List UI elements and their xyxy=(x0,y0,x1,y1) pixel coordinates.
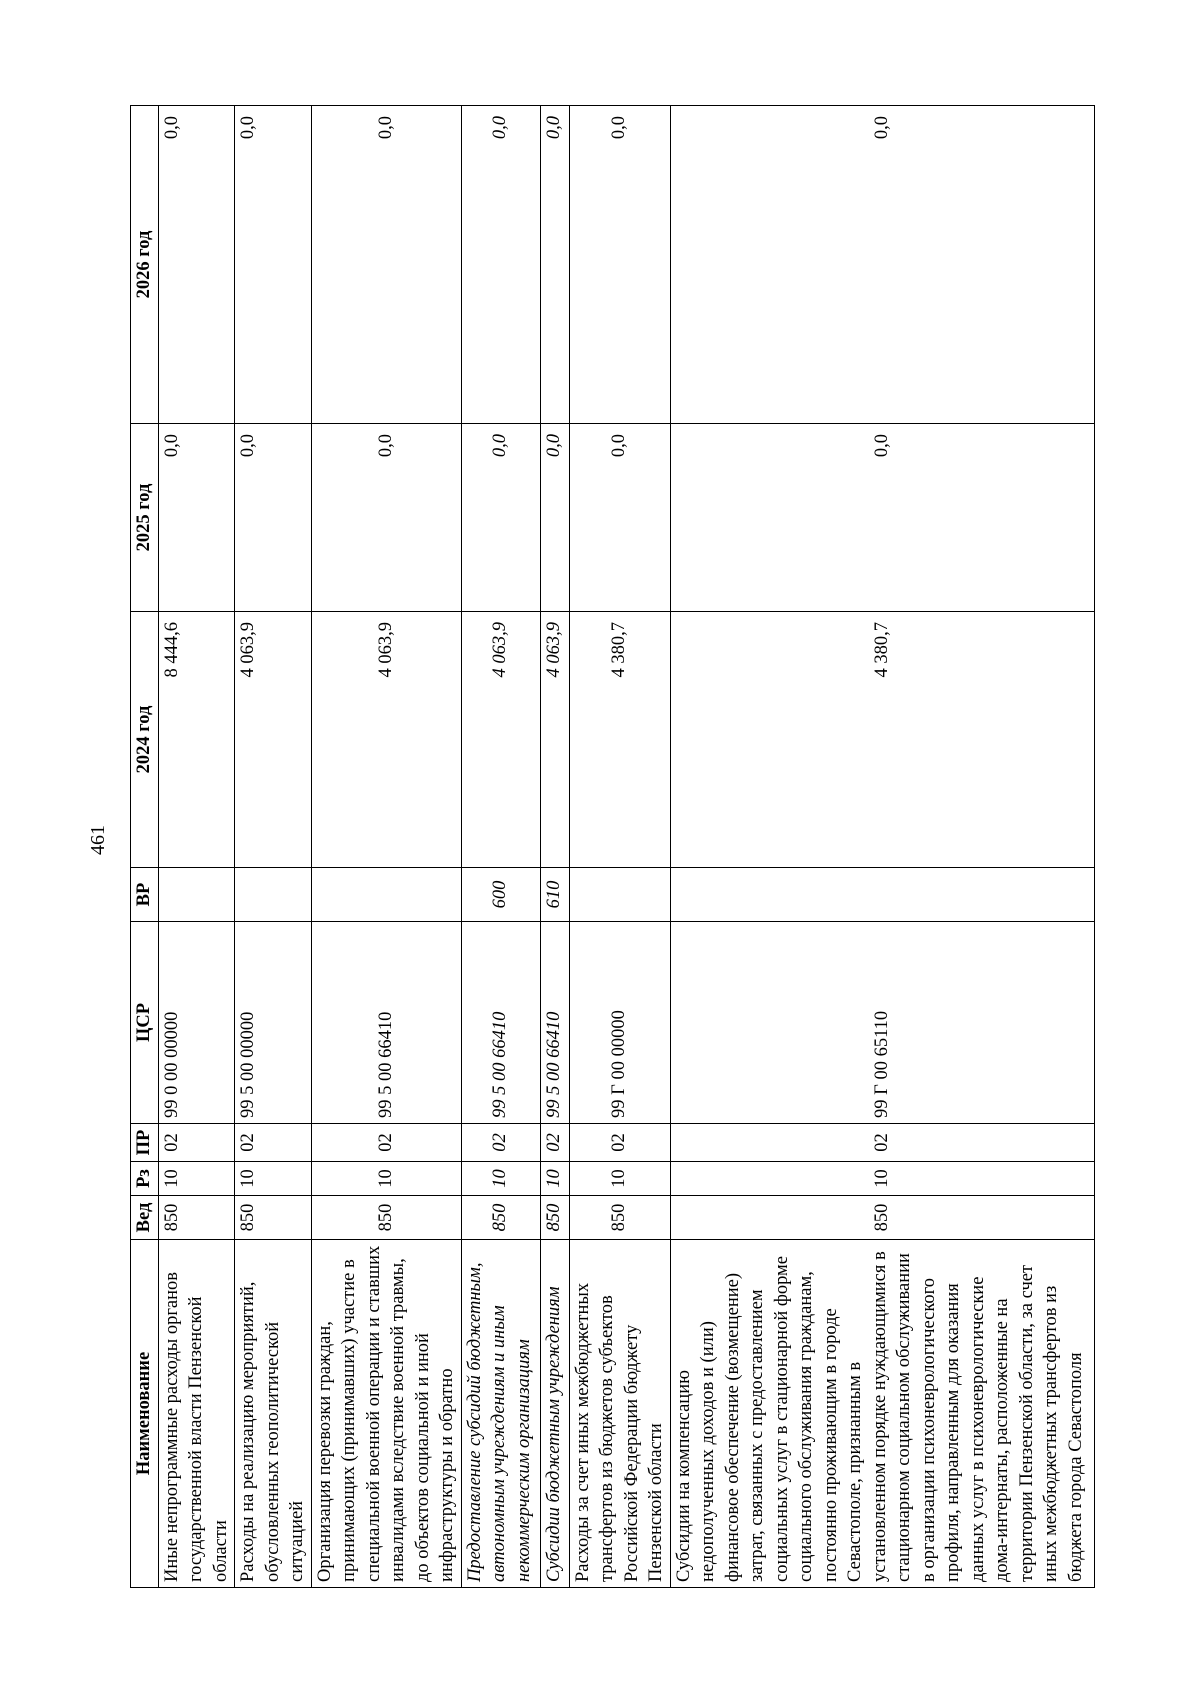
cell-vr: 600 xyxy=(461,868,540,922)
cell-2026: 0,0 xyxy=(540,106,569,424)
header-2026: 2026 год xyxy=(131,106,159,424)
cell-csr: 99 5 00 66410 xyxy=(540,922,569,1124)
table-row xyxy=(235,106,312,1588)
cell-ved: 850 xyxy=(540,1196,569,1240)
cell-rz: 10 xyxy=(235,1162,312,1196)
cell-name: Предоставление субсидий бюджетным, автономным учреждениям и иным некоммерческим организациям xyxy=(461,1240,540,1588)
cell-2025: 0,0 xyxy=(311,424,461,612)
cell-rz: 10 xyxy=(461,1162,540,1196)
cell-vr: 610 xyxy=(540,868,569,922)
cell-2024: 4 063,9 xyxy=(540,612,569,868)
budget-table xyxy=(130,105,1095,1588)
cell-2024: 4 380,7 xyxy=(569,612,670,868)
header-ved: Вед xyxy=(131,1196,159,1240)
cell-ved: 850 xyxy=(311,1196,461,1240)
cell-2025: 0,0 xyxy=(540,424,569,612)
cell-csr: 99 5 00 66410 xyxy=(311,922,461,1124)
cell-2026: 0,0 xyxy=(158,106,235,424)
header-row xyxy=(131,106,159,1588)
cell-pr: 02 xyxy=(235,1124,312,1162)
table-row xyxy=(540,106,569,1588)
cell-vr xyxy=(569,868,670,922)
cell-csr: 99 5 00 66410 xyxy=(461,922,540,1124)
cell-rz: 10 xyxy=(670,1162,1094,1196)
page-number: 461 xyxy=(87,825,109,855)
cell-2024: 4 063,9 xyxy=(235,612,312,868)
cell-csr: 99 Г 00 00000 xyxy=(569,922,670,1124)
cell-2024: 8 444,6 xyxy=(158,612,235,868)
cell-2026: 0,0 xyxy=(569,106,670,424)
cell-2024: 4 063,9 xyxy=(461,612,540,868)
cell-name: Организация перевозки граждан, принимающих (принимавших) участие в специальной военной операции и ставших инвалидами вследствие военной травмы, до объектов социальной и иной инфраструктуры и обратно xyxy=(311,1240,461,1588)
cell-2024: 4 063,9 xyxy=(311,612,461,868)
cell-pr: 02 xyxy=(569,1124,670,1162)
cell-name: Расходы на реализацию мероприятий, обусловленных геополитической ситуацией xyxy=(235,1240,312,1588)
cell-2026: 0,0 xyxy=(461,106,540,424)
header-rz: Рз xyxy=(131,1162,159,1196)
cell-ved: 850 xyxy=(158,1196,235,1240)
cell-vr xyxy=(235,868,312,922)
table-row xyxy=(569,106,670,1588)
cell-csr: 99 Г 00 65110 xyxy=(670,922,1094,1124)
cell-csr: 99 5 00 00000 xyxy=(235,922,312,1124)
header-2024: 2024 год xyxy=(131,612,159,868)
cell-2025: 0,0 xyxy=(569,424,670,612)
cell-ved: 850 xyxy=(235,1196,312,1240)
header-csr: ЦСР xyxy=(131,922,159,1124)
header-vr: ВР xyxy=(131,868,159,922)
cell-vr xyxy=(670,868,1094,922)
cell-rz: 10 xyxy=(311,1162,461,1196)
cell-rz: 10 xyxy=(158,1162,235,1196)
cell-ved: 850 xyxy=(670,1196,1094,1240)
cell-pr: 02 xyxy=(670,1124,1094,1162)
cell-2025: 0,0 xyxy=(158,424,235,612)
cell-2026: 0,0 xyxy=(311,106,461,424)
cell-pr: 02 xyxy=(158,1124,235,1162)
cell-2026: 0,0 xyxy=(235,106,312,424)
cell-vr xyxy=(158,868,235,922)
cell-2024: 4 380,7 xyxy=(670,612,1094,868)
cell-pr: 02 xyxy=(461,1124,540,1162)
cell-ved: 850 xyxy=(569,1196,670,1240)
table-row xyxy=(158,106,235,1588)
table-row xyxy=(670,106,1094,1588)
cell-name: Субсидии бюджетным учреждениям xyxy=(540,1240,569,1588)
cell-2026: 0,0 xyxy=(670,106,1094,424)
table-row xyxy=(461,106,540,1588)
rotated-table-container xyxy=(130,106,1086,1588)
cell-2025: 0,0 xyxy=(235,424,312,612)
cell-2025: 0,0 xyxy=(670,424,1094,612)
cell-rz: 10 xyxy=(569,1162,670,1196)
header-name: Наименование xyxy=(131,1240,159,1588)
cell-rz: 10 xyxy=(540,1162,569,1196)
header-2025: 2025 год xyxy=(131,424,159,612)
cell-name: Иные непрограммные расходы органов государственной власти Пензенской области xyxy=(158,1240,235,1588)
cell-pr: 02 xyxy=(311,1124,461,1162)
cell-name: Расходы за счет иных межбюджетных трансфертов из бюджетов субъектов Российской Федерации бюджету Пензенской области xyxy=(569,1240,670,1588)
cell-vr xyxy=(311,868,461,922)
header-pr: ПР xyxy=(131,1124,159,1162)
cell-name: Субсидии на компенсацию недополученных доходов и (или) финансовое обеспечение (возмещение) затрат, связанных с предоставлением социальных услуг в стационарной форме социального обслуживания гражданам, постоянно проживающим в городе Севастополе, признанным в установленном порядке нуждающимися в стационарном социальном обслуживании в организации психоневрологического профиля, направленным для оказания данных услуг в психоневрологические дома-интернаты, расположенные на территории Пензенской области, за счет иных межбюджетных трансфертов из бюджета города Севастополя xyxy=(670,1240,1094,1588)
cell-pr: 02 xyxy=(540,1124,569,1162)
cell-2025: 0,0 xyxy=(461,424,540,612)
cell-ved: 850 xyxy=(461,1196,540,1240)
cell-csr: 99 0 00 00000 xyxy=(158,922,235,1124)
table-row xyxy=(311,106,461,1588)
